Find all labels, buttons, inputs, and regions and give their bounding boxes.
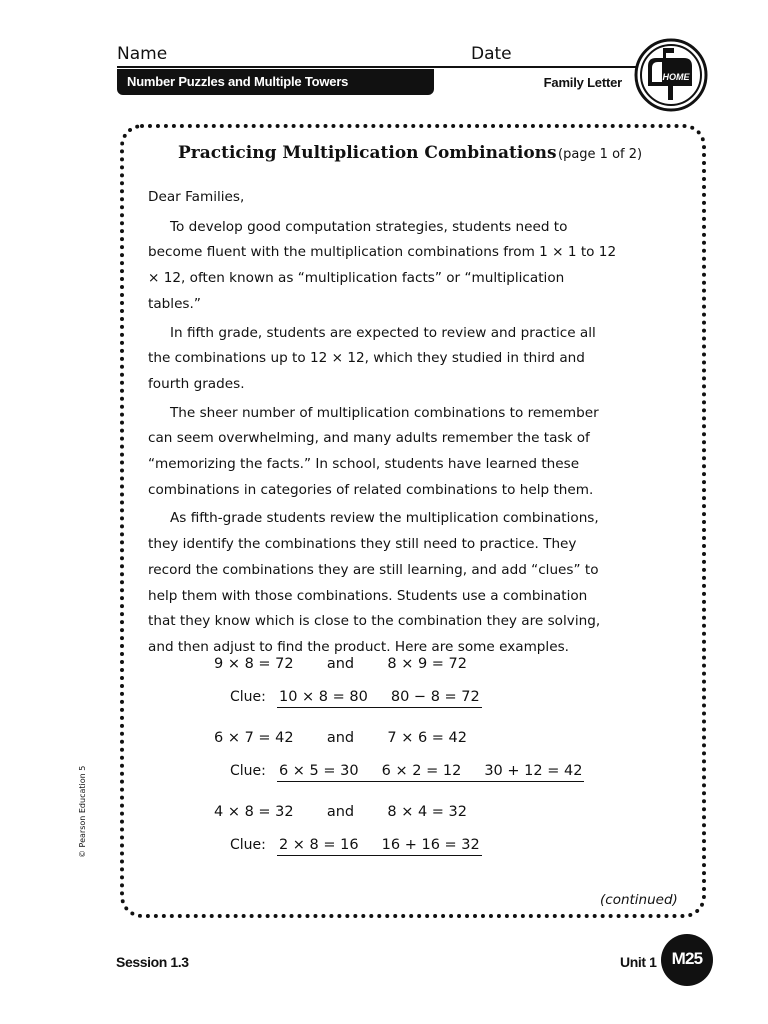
copyright-note	[78, 765, 170, 867]
paragraph: To develop good computation strategies, students need to become fluent with the multiplication combinations from 1 × 1 to 12 × 12, often known as “multiplication facts” or “multiplication tables.”	[148, 218, 617, 312]
clue-text: 6 × 5 = 30 6 × 2 = 12 30 + 12 = 42	[277, 763, 584, 782]
continued-note: (continued)	[600, 892, 678, 908]
clue-text: 2 × 8 = 16 16 + 16 = 32	[277, 837, 482, 856]
equation: 8 × 9 = 72	[387, 656, 467, 672]
conjunction: and	[326, 730, 355, 746]
example-equation	[214, 804, 467, 820]
name-label: Name	[117, 44, 168, 64]
copyright-text: © Pearson Education 5	[78, 765, 87, 858]
example-equation	[214, 656, 467, 672]
date-label: Date	[471, 44, 512, 64]
clue-label: Clue:	[230, 689, 266, 705]
clue-label: Clue:	[230, 837, 266, 853]
conjunction: and	[326, 804, 355, 820]
clue-text: 10 × 8 = 80 80 − 8 = 72	[277, 689, 482, 708]
clue-row	[230, 760, 584, 779]
section-label: Family Letter	[543, 75, 622, 90]
equation: 9 × 8 = 72	[214, 656, 294, 672]
clue-label: Clue:	[230, 763, 266, 779]
conjunction: and	[326, 656, 355, 672]
session-label: Session 1.3	[116, 954, 189, 970]
paragraph: The sheer number of multiplication combinations to remember can seem overwhelming, and many adults remember the task of “memorizing the facts.” In school, students have learned these combinations in categories of related combinations to help them.	[148, 404, 599, 498]
equation: 8 × 4 = 32	[387, 804, 467, 820]
unit-title-bar: Number Puzzles and Multiple Towers	[117, 69, 434, 95]
equation: 6 × 7 = 42	[214, 730, 294, 746]
clue-row	[230, 834, 482, 853]
header-rule	[117, 66, 705, 68]
example-equation	[214, 730, 467, 746]
greeting: Dear Families,	[148, 189, 245, 205]
letter-title: Practicing Multiplication Combinations	[178, 143, 557, 163]
paragraph: In fifth grade, students are expected to review and practice all the combinations up to 12 × 12, which they studied in third and fourth grades.	[148, 324, 596, 392]
svg-text:HOME: HOME	[662, 72, 690, 82]
page-number-badge: M25	[661, 934, 713, 986]
clue-row	[230, 686, 482, 705]
home-mailbox-logo	[634, 38, 708, 112]
unit-label: Unit 1	[620, 954, 657, 970]
page-indicator: (page 1 of 2)	[558, 147, 643, 162]
equation: 4 × 8 = 32	[214, 804, 294, 820]
letter-body	[148, 185, 618, 664]
equation: 7 × 6 = 42	[387, 730, 467, 746]
paragraph: As fifth-grade students review the multiplication combinations, they identify the combinations they still need to practice. They record the combinations they are still learning, and add “clues” to help them with those combinations. Students use a combination that they know which is close to the combination they are solving, and then adjust to find the product. Here are some examples.	[148, 510, 601, 655]
